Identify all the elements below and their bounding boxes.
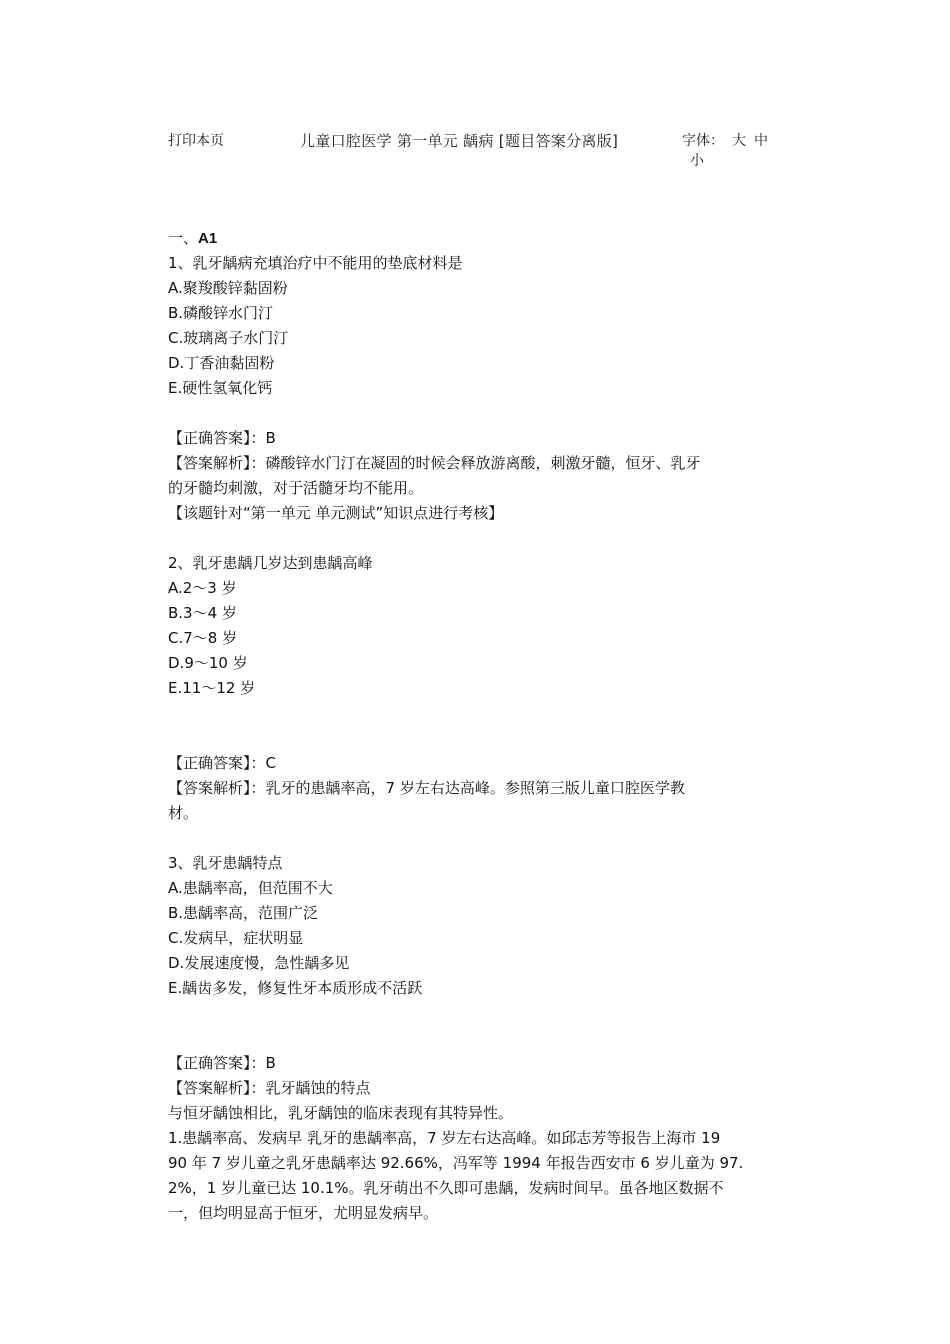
question-3 <box>168 851 788 1226</box>
section-heading: 一、A1 <box>168 229 218 247</box>
option-b: B.3～4 岁 <box>168 604 237 622</box>
option-a: A.患龋率高，但范围不大 <box>168 879 333 897</box>
option-d: D.9～10 岁 <box>168 654 248 672</box>
page-header <box>168 130 788 169</box>
answer-analysis: 2%，1 岁儿童已达 10.1%。乳牙萌出不久即可患龋，发病时间早。虽各地区数据不 <box>168 1179 724 1197</box>
option-d: D.发展速度慢，急性龋多见 <box>168 954 350 972</box>
question-1 <box>168 251 788 526</box>
option-b: B.磷酸锌水门汀 <box>168 304 274 322</box>
question-2 <box>168 551 788 826</box>
option-e: E.硬性氢氧化钙 <box>168 379 273 397</box>
topic-note: 【该题针对“第一单元 单元测试”知识点进行考核】 <box>168 504 504 522</box>
answer-analysis: 【答案解析】：磷酸锌水门汀在凝固的时候会释放游离酸，刺激牙髓，恒牙、乳牙 <box>168 454 701 472</box>
option-a: A.2～3 岁 <box>168 579 237 597</box>
answer-analysis: 90 年 7 岁儿童之乳牙患龋率达 92.66%，冯军等 1994 年报告西安市 6 岁儿童为 97. <box>168 1154 744 1172</box>
answer-analysis: 一，但均明显高于恒牙，尤明显发病早。 <box>168 1204 439 1222</box>
answer-analysis: 1.患龋率高、发病早 乳牙的患龋率高，7 岁左右达高峰。如邱志芳等报告上海市 19 <box>168 1129 721 1147</box>
correct-answer: 【正确答案】：C <box>168 754 276 772</box>
option-c: C.7～8 岁 <box>168 629 238 647</box>
correct-answer: 【正确答案】：B <box>168 429 276 447</box>
option-a: A.聚羧酸锌黏固粉 <box>168 279 288 297</box>
option-c: C.玻璃离子水门汀 <box>168 329 289 347</box>
page-title: 儿童口腔医学 第一单元 龋病 [题目答案分离版] <box>300 132 619 150</box>
answer-analysis: 【答案解析】：乳牙的患龋率高，7 岁左右达高峰。参照第三版儿童口腔医学教 <box>168 779 685 797</box>
font-size-label: 字体： <box>682 133 724 149</box>
option-e: E.龋齿多发，修复性牙本质形成不活跃 <box>168 979 423 997</box>
option-e: E.11～12 岁 <box>168 679 256 697</box>
answer-analysis: 的牙髓均刺激，对于活髓牙均不能用。 <box>168 479 424 497</box>
question-stem: 1、乳牙龋病充填治疗中不能用的垫底材料是 <box>168 254 463 272</box>
font-size-medium[interactable]: 中 <box>754 133 768 149</box>
answer-analysis: 材。 <box>168 804 199 822</box>
question-stem: 3、乳牙患龋特点 <box>168 854 283 872</box>
font-size-selector <box>682 130 788 170</box>
correct-answer: 【正确答案】：B <box>168 1054 276 1072</box>
print-page-link[interactable]: 打印本页 <box>168 133 224 149</box>
answer-analysis: 【答案解析】：乳牙龋蚀的特点 <box>168 1079 371 1097</box>
option-c: C.发病早，症状明显 <box>168 929 304 947</box>
font-size-large[interactable]: 大 <box>732 133 746 149</box>
question-stem: 2、乳牙患龋几岁达到患龋高峰 <box>168 554 373 572</box>
option-b: B.患龋率高，范围广泛 <box>168 904 319 922</box>
option-d: D.丁香油黏固粉 <box>168 354 275 372</box>
answer-analysis: 与恒牙龋蚀相比，乳牙龋蚀的临床表现有其特异性。 <box>168 1104 514 1122</box>
font-size-small[interactable]: 小 <box>690 153 704 169</box>
document-body <box>168 226 788 1226</box>
